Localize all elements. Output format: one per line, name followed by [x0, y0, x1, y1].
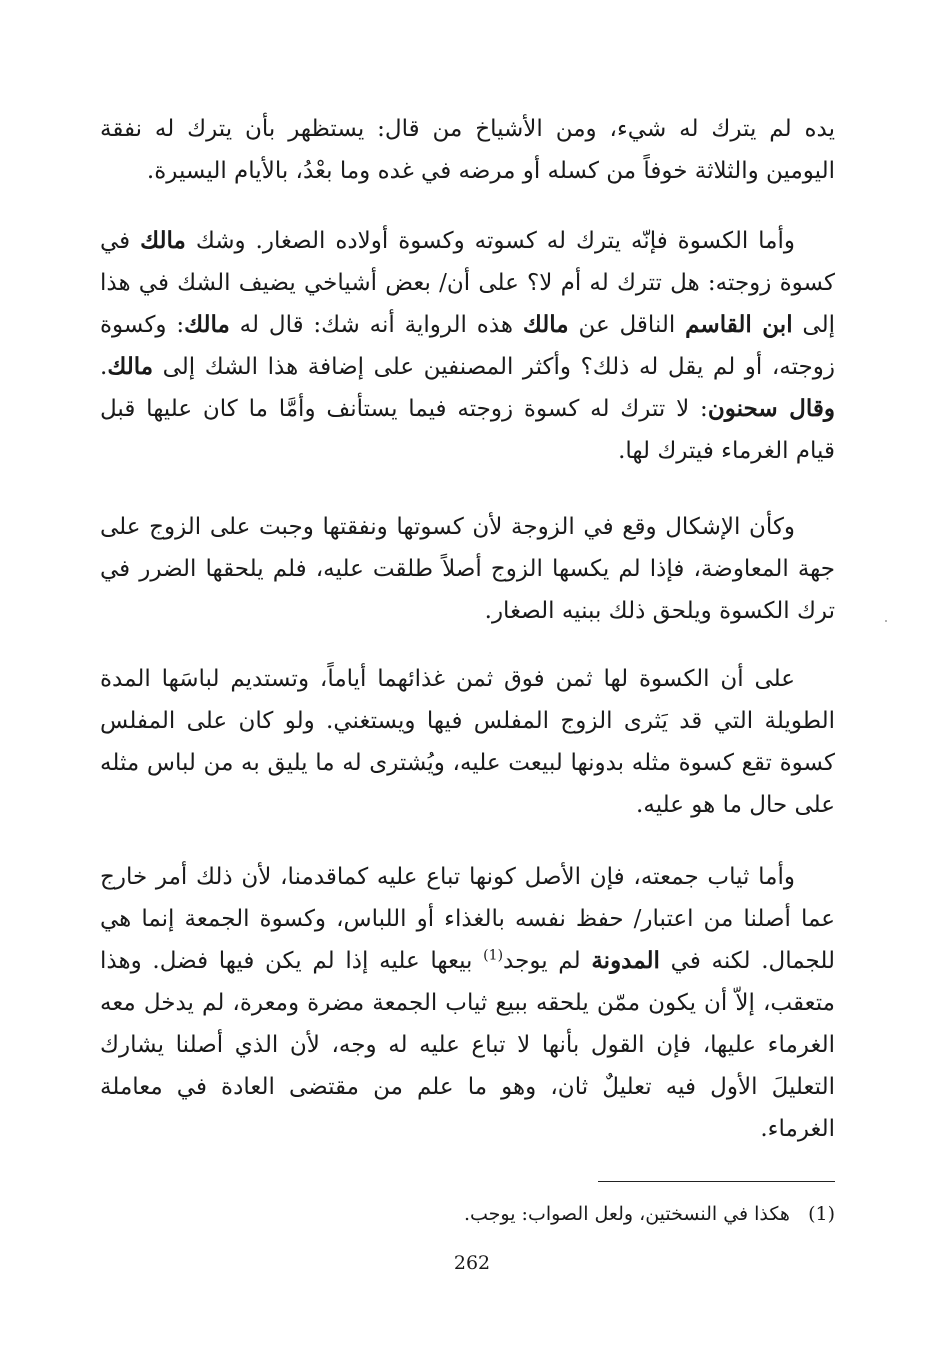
name-malik: مالك [107, 353, 154, 380]
name-ibn-al-qasim: ابن القاسم [685, 311, 793, 338]
name-sahnun: وقال سحنون [707, 395, 835, 422]
paragraph-1-text: يده لم يترك له شيء، ومن الأشياخ من قال: يستظهر بأن يترك له نفقة اليومين والثلاثة خوفاً من كسله أو مرضه في غده وما بعْدُ، بالأيام اليسيرة. [100, 116, 835, 184]
paragraph-2-segment: الناقل عن [568, 312, 686, 338]
paragraph-2-segment: في كسوة زوجته: هل تترك له أم لا؟ على أن/ بعض أشياخي يضيف الشك في هذا إلى [100, 228, 836, 338]
paragraph-3-text: وكأن الإشكال وقع في الزوجة لأن كسوتها ونفقتها وجبت على الزوج على جهة المعاوضة، فإذا لم يكسها الزوج أصلاً طلقت عليه، فلم يلحقها الضرر في ترك الكسوة ويلحق ذلك ببنيه الصغار. [100, 514, 835, 624]
name-malik: مالك [140, 227, 186, 254]
paragraph-2-segment: وأما الكسوة فإنّه يترك له كسوته وكسوة أولاده الصغار. وشك [185, 228, 795, 254]
name-malik: مالك [184, 311, 230, 338]
footnote-text: هكذا في النسختين، ولعل الصواب: يوجب. [463, 1203, 790, 1225]
paragraph-2-segment: هذه الرواية أنه شك: قال له [229, 312, 523, 338]
paragraph-2-segment: : لا تترك له كسوة زوجته فيما يستأنف وأمَّا ما كان عليها قبل قيام الغرماء فيترك لها. [100, 396, 835, 464]
paragraph-2-segment: : وكسوة زوجته، أو لم يقل له ذلك؟ وأكثر المصنفين على إضافة هذا الشك إلى [100, 312, 835, 380]
book-al-mudawwana: المدونة [591, 947, 660, 974]
page-number: 262 [453, 1252, 491, 1274]
margin-dot [885, 620, 887, 622]
paragraph-5-segment: لم يوجد [503, 948, 592, 974]
paragraph-5 [100, 856, 835, 1150]
paragraph-4-text: على أن الكسوة لها ثمن فوق ثمن غذائهما أياماً، وتستديم لباسَها المدة الطويلة التي قد يَثرى الزوج المفلس فيها ويستغني. ولو كان على المفلس كسوة تقع كسوة مثله بدونها لبيعت عليه، ويُشترى له ما يليق به من لباس مثله على حال ما هو عليه. [100, 666, 835, 818]
paragraph-2-segment: . [100, 354, 108, 380]
paragraph-4 [100, 658, 835, 826]
footnote-reference: (1) [483, 947, 504, 964]
footnote-divider [598, 1181, 835, 1182]
name-malik: مالك [522, 311, 569, 338]
paragraph-3 [100, 506, 835, 632]
paragraph-5-segment: بيعها عليه إذا لم يكن فيها فضل. وهذا متعقب، إلاّ أن يكون ممّن يلحقه ببيع ثياب الجمعة مضرة ومعرة، لم يدخل معه الغرماء عليها، فإن القول بأنها لا تباع عليه له وجه، لأن الذي أصلنا يشارك التعليلَ الأول فيه تعليلٌ ثان، وهو ما علم من مقتضى العادة في معاملة الغرماء. [100, 948, 835, 1142]
paragraph-1 [100, 108, 835, 192]
footnote [100, 1196, 835, 1232]
paragraph-5-segment: وأما ثياب جمعته، فإن الأصل كونها تباع عليه كماقدمنا، لأن ذلك أمر خارج عما أصلنا من اعتبار/ حفظ نفسه بالغذاء أو اللباس، وكسوة الجمعة إنما هي للجمال. لكنه في [100, 864, 836, 974]
paragraph-2 [100, 220, 835, 472]
footnote-marker: (1) [808, 1203, 835, 1225]
